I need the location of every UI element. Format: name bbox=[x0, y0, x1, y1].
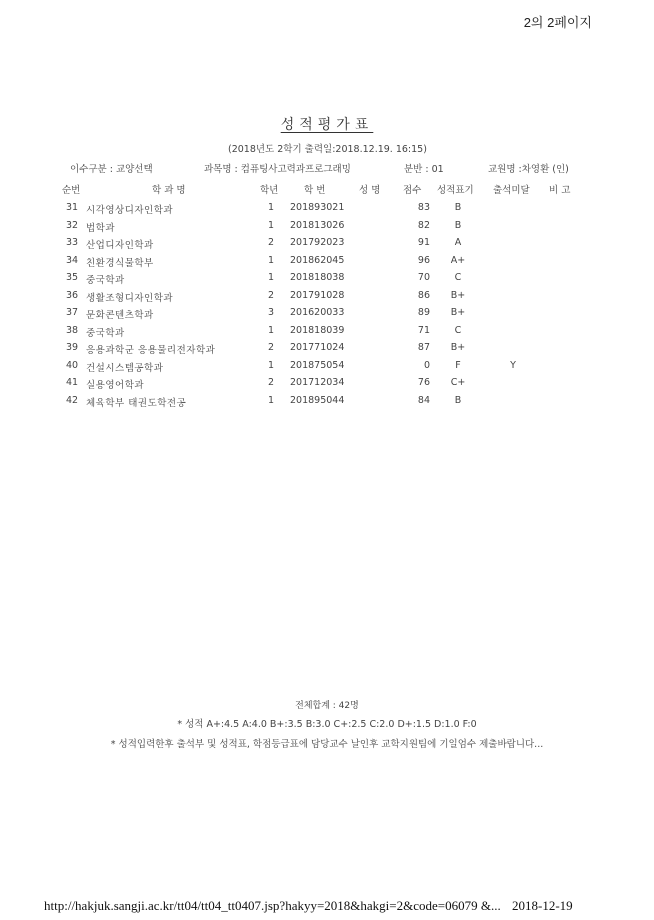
row-score: 70 bbox=[417, 272, 430, 283]
table-row bbox=[0, 342, 654, 359]
row-year: 1 bbox=[267, 272, 275, 283]
row-id: 201712034 bbox=[290, 377, 345, 388]
row-year: 1 bbox=[267, 219, 275, 231]
document-title: 성적평가표 bbox=[280, 117, 374, 133]
row-dept: 친환경식물학부 bbox=[86, 257, 154, 269]
row-grade: B bbox=[454, 394, 462, 406]
row-grade: A bbox=[454, 237, 462, 248]
col-note: 비 고 bbox=[549, 185, 571, 196]
row-grade: A+ bbox=[450, 254, 466, 266]
row-id: 201818038 bbox=[290, 272, 345, 283]
table-row bbox=[0, 325, 654, 342]
row-score: 76 bbox=[417, 377, 430, 388]
col-absent: 출석미달 bbox=[493, 185, 530, 196]
row-dept: 건설시스템공학과 bbox=[86, 362, 164, 374]
row-score: 96 bbox=[417, 254, 430, 266]
table-row bbox=[0, 360, 654, 377]
row-no: 34 bbox=[66, 254, 79, 266]
course-type: 이수구분 : 교양선택 bbox=[70, 164, 153, 175]
section: 분반 : 01 bbox=[404, 164, 444, 175]
row-score: 0 bbox=[423, 359, 430, 371]
row-id: 201862045 bbox=[290, 254, 345, 266]
row-grade: C bbox=[454, 324, 462, 336]
row-year: 3 bbox=[267, 307, 275, 318]
row-year: 2 bbox=[267, 289, 275, 301]
row-id: 201620033 bbox=[290, 307, 345, 318]
row-score: 87 bbox=[417, 342, 430, 353]
row-id: 201792023 bbox=[290, 237, 345, 248]
row-no: 37 bbox=[66, 307, 79, 318]
row-year: 1 bbox=[267, 359, 275, 371]
print-date: 2018-12-19 bbox=[512, 898, 573, 913]
table-row bbox=[0, 220, 654, 237]
row-score: 82 bbox=[417, 219, 430, 231]
row-no: 31 bbox=[66, 202, 79, 213]
table-row bbox=[0, 377, 654, 394]
table-row bbox=[0, 307, 654, 324]
course-name: 과목명 : 컴퓨팅사고력과프로그래밍 bbox=[204, 164, 351, 175]
col-score: 점수 bbox=[403, 185, 422, 196]
row-no: 40 bbox=[66, 359, 79, 371]
row-grade: B+ bbox=[450, 289, 466, 301]
row-dept: 중국학과 bbox=[86, 327, 125, 339]
col-name: 성 명 bbox=[359, 185, 381, 196]
table-row bbox=[0, 290, 654, 307]
total-count: 전체합계 : 42명 bbox=[295, 701, 359, 711]
row-score: 71 bbox=[417, 324, 430, 336]
row-no: 38 bbox=[66, 324, 79, 336]
row-id: 201818039 bbox=[290, 324, 345, 336]
row-id: 201875054 bbox=[290, 359, 345, 371]
row-dept: 문화콘텐츠학과 bbox=[86, 310, 154, 321]
row-grade: F bbox=[455, 359, 461, 371]
row-year: 1 bbox=[267, 394, 275, 406]
col-dept: 학 과 명 bbox=[152, 185, 186, 196]
row-id: 201771024 bbox=[290, 342, 345, 353]
row-grade: B+ bbox=[450, 307, 466, 318]
row-year: 1 bbox=[267, 202, 275, 213]
row-dept: 응용과학군 응용물리전자학과 bbox=[86, 345, 216, 356]
row-id: 201893021 bbox=[290, 202, 345, 213]
row-id: 201813026 bbox=[290, 219, 345, 231]
table-row bbox=[0, 237, 654, 254]
table-row bbox=[0, 272, 654, 289]
row-no: 36 bbox=[66, 289, 79, 301]
table-row bbox=[0, 202, 654, 219]
print-url: http://hakjuk.sangji.ac.kr/tt04/tt04_tt0407.jsp?hakyy=2018&hakgi=2&code=06079 &... bbox=[44, 898, 501, 913]
col-year: 학년 bbox=[260, 185, 279, 196]
row-dept: 시각영상디자인학과 bbox=[86, 205, 174, 216]
instructor: 교원명 :차영환 (인) bbox=[488, 164, 569, 175]
row-dept: 실용영어학과 bbox=[86, 380, 145, 391]
row-no: 33 bbox=[66, 237, 79, 248]
row-score: 89 bbox=[417, 307, 430, 318]
print-info: (2018년도 2학기 출력일:2018.12.19. 16:15) bbox=[228, 144, 427, 155]
row-score: 83 bbox=[417, 202, 430, 213]
row-score: 91 bbox=[417, 237, 430, 248]
submission-note: * 성적입력한후 출석부 및 성적표, 학점등급표에 담당교수 날인후 교학지원팀에 기일엄수 제출바랍니다... bbox=[110, 739, 544, 750]
grade-scale: * 성적 A+:4.5 A:4.0 B+:3.5 B:3.0 C+:2.5 C:2.0 D+:1.5 D:1.0 F:0 bbox=[177, 719, 477, 730]
row-no: 41 bbox=[66, 377, 79, 388]
row-dept: 법학과 bbox=[86, 222, 116, 234]
row-score: 86 bbox=[417, 289, 430, 301]
row-absent: Y bbox=[510, 359, 516, 371]
row-year: 1 bbox=[267, 324, 275, 336]
table-row bbox=[0, 395, 654, 412]
row-no: 32 bbox=[66, 219, 79, 231]
row-year: 2 bbox=[267, 237, 275, 248]
row-year: 2 bbox=[267, 377, 275, 388]
row-dept: 산업디자인학과 bbox=[86, 240, 154, 251]
row-id: 201895044 bbox=[290, 394, 345, 406]
row-no: 42 bbox=[66, 394, 79, 406]
row-grade: C bbox=[454, 272, 462, 283]
row-dept: 생활조형디자인학과 bbox=[86, 292, 174, 304]
row-dept: 중국학과 bbox=[86, 275, 125, 286]
col-id: 학 번 bbox=[304, 185, 326, 196]
row-no: 35 bbox=[66, 272, 79, 283]
row-dept: 체육학부 태권도학전공 bbox=[86, 397, 187, 409]
row-year: 1 bbox=[267, 254, 275, 266]
row-id: 201791028 bbox=[290, 289, 345, 301]
row-grade: C+ bbox=[450, 377, 466, 388]
col-no: 순번 bbox=[62, 185, 81, 196]
table-row bbox=[0, 255, 654, 272]
page-indicator: 2의 2페이지 bbox=[523, 15, 592, 30]
row-year: 2 bbox=[267, 342, 275, 353]
col-grade: 성적표기 bbox=[437, 185, 474, 196]
row-grade: B bbox=[454, 219, 462, 231]
row-no: 39 bbox=[66, 342, 79, 353]
row-grade: B+ bbox=[450, 342, 466, 353]
row-grade: B bbox=[454, 202, 462, 213]
row-score: 84 bbox=[417, 394, 430, 406]
